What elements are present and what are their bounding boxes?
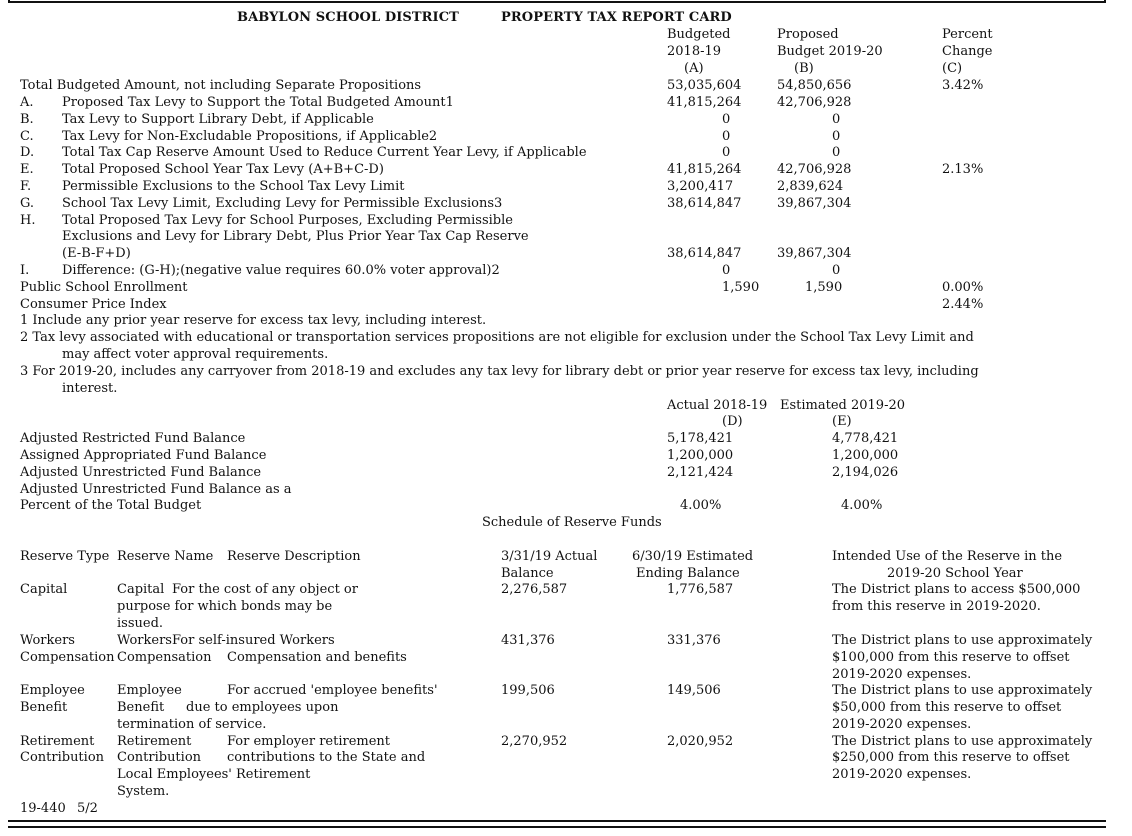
row-d-value-b: 0 (832, 145, 841, 160)
reserve-desc-header: Reserve Description (227, 549, 361, 564)
cpi-c: 2.44% (942, 297, 984, 312)
enrollment-label: Public School Enrollment (20, 280, 188, 295)
fund-pct-d: 4.00% (680, 498, 722, 513)
employee-use-3: 2019-2020 expenses. (832, 717, 972, 732)
employee-desc-1: For accrued 'employee benefits' (227, 683, 438, 698)
col-e-header-1: Estimated 2019-20 (780, 398, 906, 413)
row-c-value-b: 0 (832, 129, 841, 144)
right-edge (1104, 0, 1106, 3)
row-b-code: B. (20, 112, 34, 127)
fund-unrestricted-e: 2,194,026 (832, 465, 899, 480)
capital-use-2: from this reserve in 2019-2020. (832, 599, 1041, 614)
reserve-estimated-header-2: Ending Balance (636, 566, 740, 581)
workers-actual: 431,376 (501, 633, 555, 648)
fund-unrestricted-label: Adjusted Unrestricted Fund Balance (20, 465, 262, 480)
left-edge (8, 0, 10, 3)
row-i-code: I. (20, 263, 30, 278)
row-g-value-b: 39,867,304 (777, 196, 852, 211)
col-d-header-2: (D) (722, 414, 743, 429)
enrollment-c: 0.00% (942, 280, 984, 295)
col-e-header-2: (E) (832, 414, 852, 429)
employee-use-2: $50,000 from this reserve to offset (832, 700, 1062, 715)
reserve-use-header-1: Intended Use of the Reserve in the (832, 549, 1063, 564)
total-budget-c: 3.42% (942, 78, 984, 93)
row-g-label: School Tax Levy Limit, Excluding Levy for Permissible Exclusions3 (62, 196, 503, 211)
cpi-label: Consumer Price Index (20, 297, 167, 312)
row-g-value-a: 38,614,847 (667, 196, 742, 211)
row-b-value-b: 0 (832, 112, 841, 127)
row-a-value-b: 42,706,928 (777, 95, 852, 110)
retirement-use-1: The District plans to use approximately (832, 734, 1093, 749)
footnote-2: 2 Tax levy associated with educational or transportation services propositions are not eligible for exclusion under the School Tax Levy Limit and (20, 330, 974, 345)
col-c-header-1: Percent (942, 27, 993, 42)
row-i-value-b: 0 (832, 263, 841, 278)
top-rule (8, 1, 1106, 3)
workers-use-1: The District plans to use approximately (832, 633, 1093, 648)
workers-type-2: Compensation (20, 650, 115, 665)
report-title: PROPERTY TAX REPORT CARD (501, 10, 732, 25)
row-a-code: A. (20, 95, 34, 110)
retirement-name-1: Retirement (117, 734, 192, 749)
employee-desc-3: termination of service. (117, 717, 267, 732)
employee-estimated: 149,506 (667, 683, 721, 698)
row-h-value-b: 39,867,304 (777, 246, 852, 261)
row-b-label: Tax Levy to Support Library Debt, if Applicable (62, 112, 374, 127)
row-f-value-a: 3,200,417 (667, 179, 734, 194)
row-d-code: D. (20, 145, 35, 160)
row-i-value-a: 0 (722, 263, 731, 278)
reserve-title: Schedule of Reserve Funds (482, 515, 662, 530)
bottom-rule-2 (8, 826, 1106, 828)
row-d-value-a: 0 (722, 145, 731, 160)
footnote-2-cont: may affect voter approval requirements. (62, 347, 329, 362)
col-c-header-3: (C) (942, 61, 963, 76)
employee-use-1: The District plans to use approximately (832, 683, 1093, 698)
workers-name-1: Workers (117, 633, 172, 648)
fund-pct-label-2: Percent of the Total Budget (20, 498, 202, 513)
enrollment-a: 1,590 (722, 280, 760, 295)
total-budget-label: Total Budgeted Amount, not including Separate Propositions (20, 78, 422, 93)
capital-use-1: The District plans to access $500,000 (832, 582, 1081, 597)
retirement-desc-3: Local Employees' Retirement (117, 767, 311, 782)
reserve-estimated-header-1: 6/30/19 Estimated (632, 549, 754, 564)
workers-desc-1: For self-insured Workers (172, 633, 335, 648)
row-a-value-a: 41,815,264 (667, 95, 742, 110)
employee-type-2: Benefit (20, 700, 68, 715)
reserve-actual-header-2: Balance (501, 566, 554, 581)
row-e-code: E. (20, 162, 34, 177)
col-b-header-3: (B) (794, 61, 814, 76)
employee-actual: 199,506 (501, 683, 555, 698)
row-a-label: Proposed Tax Levy to Support the Total Budgeted Amount1 (62, 95, 454, 110)
row-h-label-2: Exclusions and Levy for Library Debt, Plus Prior Year Tax Cap Reserve (62, 229, 529, 244)
workers-name-2: Compensation (117, 650, 212, 665)
workers-desc-2: Compensation and benefits (227, 650, 407, 665)
workers-type-1: Workers (20, 633, 75, 648)
footnote-1: 1 Include any prior year reserve for excess tax levy, including interest. (20, 313, 487, 328)
col-a-header-1: Budgeted (667, 27, 731, 42)
fund-assigned-d: 1,200,000 (667, 448, 734, 463)
footer-code: 19-440 (20, 801, 66, 816)
fund-pct-label-1: Adjusted Unrestricted Fund Balance as a (20, 482, 292, 497)
total-budget-b: 54,850,656 (777, 78, 852, 93)
col-d-header-1: Actual 2018-19 (667, 398, 768, 413)
retirement-desc-2: contributions to the State and (227, 750, 426, 765)
workers-use-3: 2019-2020 expenses. (832, 667, 972, 682)
fund-assigned-e: 1,200,000 (832, 448, 899, 463)
capital-actual: 2,276,587 (501, 582, 568, 597)
capital-name: Capital (117, 582, 165, 597)
row-g-code: G. (20, 196, 35, 211)
footer-date: 5/2 (77, 801, 98, 816)
employee-desc-2: due to employees upon (186, 700, 339, 715)
bottom-rule-1 (8, 820, 1106, 822)
reserve-type-header: Reserve Type (20, 549, 110, 564)
row-e-value-a: 41,815,264 (667, 162, 742, 177)
row-f-value-b: 2,839,624 (777, 179, 844, 194)
reserve-name-header: Reserve Name (117, 549, 214, 564)
row-b-value-a: 0 (722, 112, 731, 127)
footnote-3: 3 For 2019-20, includes any carryover from 2018-19 and excludes any tax levy for library debt or prior year reserve for excess tax levy, including (20, 364, 979, 379)
fund-restricted-d: 5,178,421 (667, 431, 734, 446)
retirement-desc-1: For employer retirement (227, 734, 391, 749)
row-c-value-a: 0 (722, 129, 731, 144)
retirement-estimated: 2,020,952 (667, 734, 734, 749)
row-e-value-b: 42,706,928 (777, 162, 852, 177)
col-a-header-2: 2018-19 (667, 44, 722, 59)
employee-type-1: Employee (20, 683, 85, 698)
row-h-code: H. (20, 213, 36, 228)
row-c-label: Tax Levy for Non-Excludable Propositions, if Applicable2 (62, 129, 438, 144)
retirement-type-1: Retirement (20, 734, 95, 749)
retirement-use-2: $250,000 from this reserve to offset (832, 750, 1070, 765)
row-e-value-c: 2.13% (942, 162, 984, 177)
retirement-name-2: Contribution (117, 750, 202, 765)
row-f-code: F. (20, 179, 32, 194)
employee-name-1: Employee (117, 683, 182, 698)
workers-use-2: $100,000 from this reserve to offset (832, 650, 1070, 665)
retirement-use-3: 2019-2020 expenses. (832, 767, 972, 782)
retirement-actual: 2,270,952 (501, 734, 568, 749)
reserve-use-header-2: 2019-20 School Year (887, 566, 1023, 581)
fund-restricted-e: 4,778,421 (832, 431, 899, 446)
capital-desc-1: For the cost of any object or (172, 582, 358, 597)
col-c-header-2: Change (942, 44, 993, 59)
footnote-3-cont: interest. (62, 381, 118, 396)
retirement-type-2: Contribution (20, 750, 105, 765)
employee-name-2: Benefit (117, 700, 165, 715)
retirement-desc-4: System. (117, 784, 170, 799)
row-i-label: Difference: (G-H);(negative value requires 60.0% voter approval)2 (62, 263, 500, 278)
row-d-label: Total Tax Cap Reserve Amount Used to Reduce Current Year Levy, if Applicable (62, 145, 587, 160)
fund-unrestricted-d: 2,121,424 (667, 465, 734, 480)
col-b-header-1: Proposed (777, 27, 839, 42)
enrollment-b: 1,590 (805, 280, 843, 295)
col-b-header-2: Budget 2019-20 (777, 44, 883, 59)
row-h-label-3: (E-B-F+D) (62, 246, 131, 261)
row-f-label: Permissible Exclusions to the School Tax Levy Limit (62, 179, 405, 194)
row-h-value-a: 38,614,847 (667, 246, 742, 261)
capital-desc-2: purpose for which bonds may be (117, 599, 333, 614)
district-title: BABYLON SCHOOL DISTRICT (237, 10, 459, 25)
row-e-label: Total Proposed School Year Tax Levy (A+B+C-D) (62, 162, 384, 177)
fund-restricted-label: Adjusted Restricted Fund Balance (20, 431, 246, 446)
fund-pct-e: 4.00% (841, 498, 883, 513)
capital-estimated: 1,776,587 (667, 582, 734, 597)
reserve-actual-header-1: 3/31/19 Actual (501, 549, 598, 564)
col-a-header-3: (A) (684, 61, 704, 76)
fund-assigned-label: Assigned Appropriated Fund Balance (20, 448, 267, 463)
workers-estimated: 331,376 (667, 633, 721, 648)
row-h-label-1: Total Proposed Tax Levy for School Purposes, Excluding Permissible (62, 213, 513, 228)
capital-desc-3: issued. (117, 616, 164, 631)
total-budget-a: 53,035,604 (667, 78, 742, 93)
capital-type: Capital (20, 582, 68, 597)
row-c-code: C. (20, 129, 34, 144)
